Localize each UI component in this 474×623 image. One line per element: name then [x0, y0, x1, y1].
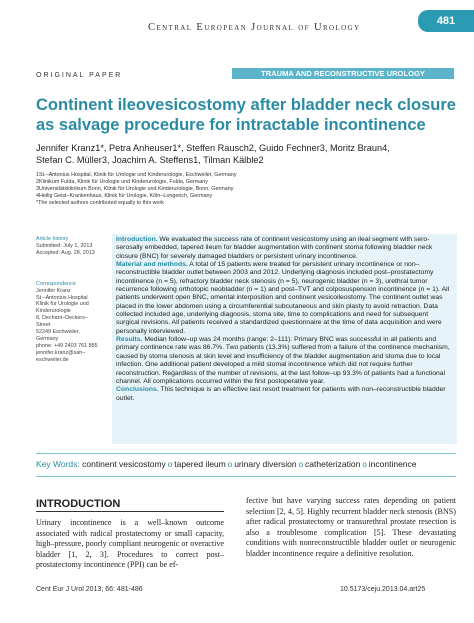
affiliation: 4Heilig Geist–Krankenhaus, Klinik für Urologie, Köln–Longerich, Germany: [36, 193, 213, 200]
doi[interactable]: 10.5173/ceju.2013.04.art25: [340, 586, 426, 593]
abstract-results-text: Median follow–up was 24 months (range: 2–111). Primary BNC was successful in all patients and primary continence rate was 86.7%. Two patients (13.3%) suffered from a failure of the continence mechanism, caused by stoma stenosis at skin level and insufficiency of the bladder augmentation and stoma due to local infection. One additional patient developed a mild stomal incontinence which did not require further reconstruction. Regardless of the number of revisions, at the last follow–up 93.3% of patients had a functional channel. All complications occurred within the first postoperative year.: [116, 336, 450, 385]
abstract-methods-text: A total of 15 patients were treated for persistent urinary incontinence or non–reconstructible bladder outlet between 2003 and 2012. Underlying diagnosis included post–prostatectomy incontinence (n = 5), refractory bladder neck stenosis (n = 5), neurogenic bladder (n = 3), urethral tumor recurrence following orthotopic neobladder (n = 1) and post–TVT and colposuspension incontinence (n = 1). All patients underwent open BNC, omental interposition and continent vesicoileostomy. The continent outlet was placed in the lower abdomen using a circumferential subcutaneous and skin plasty to avoid retraction. Data collected included age, underlying diagnosis, stoma site, time to complications and need for subsequent surgical revisions. All patients received a standardized questionnaire at the time of data acquisition and were personally interviewed.: [116, 261, 450, 335]
equal-contribution-note: *The selected authors contributed equally to this work: [36, 200, 164, 207]
abstract-conclusions-label: Conclusions.: [116, 386, 159, 394]
correspondence-line: Jennifer Kranz: [36, 287, 71, 294]
abstract-intro-text: We evaluated the success rate of continent vesicostomy using an ileal segment with sero-serosally embedded, tapered ileum for bladder augmentation with continent stoma following bladder neck closure (BNC) for severely damaged bladders or persistent urinary incontinence.: [116, 236, 433, 260]
keywords-label: Key Words:: [36, 459, 80, 469]
affiliation: 1St.–Antonius Hospital, Klinik für Urologie und Kinderurologie, Eschweiler, Germany: [36, 172, 237, 178]
keyword-separator: ο: [298, 460, 304, 469]
article-sidebar: [36, 236, 108, 364]
keyword[interactable]: continent vesicostomy: [82, 459, 166, 469]
accepted-date: Accepted: Aug. 28, 2013: [36, 249, 95, 256]
correspondence-line: 8, Dechant–Deckers–: [36, 315, 88, 322]
article-history-heading: Article history: [36, 236, 69, 242]
affiliations: [36, 172, 456, 207]
keywords-rule-top: [36, 453, 456, 454]
correspondence-line: Germany: [36, 335, 59, 342]
body-column-left: Urinary incontinence is a well–known outcome associated with radical prostatectomy or small capacity, high–pressure, poorly compliant neurogenic or overactive bladder [1, 2, 3]. Procedures to correct post–prostatectomy incontinence (PPI) can be ef-: [36, 518, 224, 569]
journal-title: Central European Journal of Urology: [148, 22, 361, 33]
author-list: [36, 142, 456, 166]
correspondence-line: Kinderurologie: [36, 308, 71, 315]
author-line-1: Jennifer Kranz1*, Petra Anheuser1*, Steffen Rausch2, Guido Fechner3, Moritz Braun4,: [36, 143, 390, 153]
correspondence-phone: phone: +49 2403 761 885: [36, 342, 98, 349]
keyword-separator: ο: [167, 460, 173, 469]
affiliation: 2Klinikum Fulda, Klinik für Urologie und Kinderurologie, Fulda, Germany: [36, 179, 208, 186]
correspondence-email: jennifer.kranz@sah–: [36, 349, 86, 356]
author-line-2: Stefan C. Müller3, Joachim A. Steffens1, Tilman Kälble2: [36, 155, 264, 165]
body-column-right: fective but have varying success rates depending on patient selection [2, 4, 5]. Highly recurrent bladder neck stenosis (BNS) after radical prostatectomy or transurethral prostate resection is also a troublesome complication [5]. These devastating conditions with nonreconstructible bladder outlet or neurogenic bladder incontinence require a definitive resolution.: [246, 496, 456, 558]
abstract-intro-label: Introduction.: [116, 236, 158, 243]
correspondence-line: St.–Antonius Hospital: [36, 294, 88, 301]
keywords: [36, 459, 466, 470]
correspondence-line: 52249 Eschweiler,: [36, 329, 80, 336]
affiliation: 3Universitätsklinikum Bonn, Klinik für Urologie und Kinderurologie, Bonn, Germany: [36, 186, 234, 193]
article-title: Continent ileovesicostomy after bladder neck closure as salvage procedure for intractable incontinence: [36, 96, 456, 134]
abstract-conclusions-text: This technique is an effective last resort treatment for patients with non–reconstructible bladder outlet.: [116, 386, 446, 402]
abstract-results-label: Results.: [116, 336, 143, 344]
keyword[interactable]: tapered ileum: [174, 459, 226, 469]
keyword[interactable]: urinary diversion: [234, 459, 297, 469]
correspondence-email: eschweiler.de: [36, 356, 69, 363]
submitted-date: Submitted: July 1, 2013: [36, 242, 93, 249]
article-type: ORIGINAL PAPER: [36, 72, 123, 79]
abstract-methods-label: Material and methods.: [116, 261, 188, 269]
keyword-separator: ο: [227, 460, 233, 469]
correspondence-line: Street: [36, 322, 51, 329]
correspondence-heading: Correspondence: [36, 280, 76, 287]
introduction-heading: INTRODUCTION: [36, 498, 121, 510]
citation: Cent Eur J Urol 2013; 66: 481-486: [36, 586, 143, 593]
article-category-banner: TRAUMA AND RECONSTRUCTIVE UROLOGY: [232, 68, 454, 79]
keyword[interactable]: incontinence: [368, 459, 417, 469]
correspondence-line: Klinik für Urologie und: [36, 301, 89, 308]
page-number-tab: 481: [418, 10, 474, 32]
keywords-rule-bottom: [36, 476, 456, 477]
keyword-separator: ο: [362, 460, 367, 469]
introduction-rule: [36, 511, 224, 512]
abstract-box: [112, 234, 457, 444]
keyword[interactable]: catheterization: [305, 459, 361, 469]
